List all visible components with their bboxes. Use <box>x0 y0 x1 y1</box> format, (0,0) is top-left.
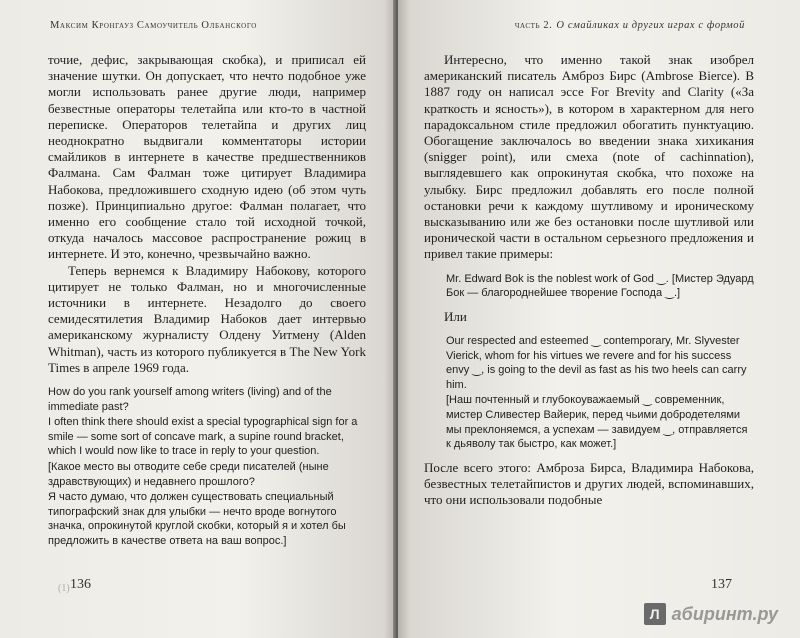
page-number-left: 136 <box>70 577 91 592</box>
running-head-left: Максим Кронгауз Самоучитель Олбанского <box>50 20 257 31</box>
quote-line: Our respected and esteemed ‿ contemporary, Mr. Slyvester Vierick, whom for his virtues we revere and for his success envy ‿, is going to the devil as fast as his two heels can carry him. <box>446 335 747 391</box>
faint-mark: (1) <box>58 583 70 594</box>
right-page <box>398 0 800 638</box>
connector-word: Или <box>444 308 467 324</box>
running-head-right <box>515 20 745 31</box>
left-page <box>0 0 396 638</box>
quote-line: Mr. Edward Bok is the noblest work of God ‿. [Мистер Эдуард Бок — благороднейшее творение Господа ‿.] <box>446 272 754 300</box>
labirint-watermark <box>644 603 778 625</box>
nabokov-quote <box>48 385 366 549</box>
body-paragraph: Теперь вернемся к Владимиру Набокову, которого цитирует не только Фалман, но и многочисленные источники в интернете. Незадолго до своего семидесятилетия Владимир Набоков дает интервью американскому журналисту Олдену Уитмену (Alden Whitman), часть из которого публикуется в The New York Times в апреле 1969 года. <box>48 262 366 375</box>
quote-line: [Какое место вы отводите себе среди писателей (ныне здравствующих) и недавнего прошлого? <box>48 461 329 488</box>
body-paragraph: После всего этого: Амброза Бирса, Владимира Набокова, безвестных телетайпистов и других людей, вспоминавших, что они использовали подобные <box>424 459 754 508</box>
running-head-part: часть 2. <box>514 20 553 31</box>
bierce-quote-1 <box>446 272 754 301</box>
quote-line: [Наш почтенный и глубокоуважаемый ‿ современник, мистер Сливестер Вайерик, перед чьими добродетелями мы преклоняемся, а успехам — завидуем ‿, отправляется к дьяволу так быстро, как может.] <box>446 394 748 451</box>
running-head-title: О смайликах и других играх с формой <box>556 20 745 31</box>
body-paragraph: точие, дефис, закрывающая скобка), и приписал ей значение шутки. Он допускает, что нечто подобное уже могли использовать ранее другие люди, например безвестные операторы телетайпа или кто-то в частной переписке. Операторов телетайпа и других лиц неоднократно выдвигали комментаторы истории смайликов в интернете в качестве предшественников Фалмана. Сам Фалман тоже цитирует Владимира Набокова, предложившего сходную идею (об этом чуть позже). Принципиально другое: Фалман полагает, что именно его сообщение стало той исходной точкой, откуда началось массовое распространение рожиц в интернете. И это, конечно, чрезвычайно важно. <box>48 52 366 262</box>
labirint-logo-icon: Л <box>644 603 666 625</box>
page-number-right: 137 <box>711 577 732 592</box>
right-page-body <box>424 52 754 508</box>
quote-line: I often think there should exist a special typographical sign for a smile — some sort of concave mark, a supine round bracket, which I would now like to trace in reply to your question. <box>48 416 358 458</box>
left-page-body <box>48 52 366 557</box>
body-paragraph: Интересно, что именно такой знак изобрел американский писатель Амброз Бирс (Ambrose Bierce). В 1887 году он написал эссе For Brevity and Clarity («За краткость и ясность»), в котором в характерном для него парадоксальном стиле предложил обогатить пунктуацию. Обогащение заключалось во введении знака хихикания (snigger point), или смеха (note of cachinnation), выглядевшего как опрокинутая скобка, что похоже на улыбку. Бирс предложил добавлять его после полной остановки речи к каждому шутливому и ироническому высказыванию или же без остановки после шутливой или иронической части в остальном серьезного предложения и привел такие примеры: <box>424 52 754 262</box>
quote-line: Я часто думаю, что должен существовать специальный типографский знак для улыбки — нечто вроде вогнутого значка, опрокинутой круглой скобки, который я и хотел бы предложить в качестве ответа на ваш вопрос.] <box>48 491 346 547</box>
watermark-text: абиринт.ру <box>671 603 778 624</box>
quote-line: How do you rank yourself among writers (living) and of the immediate past? <box>48 386 332 413</box>
bierce-quote-2 <box>446 334 754 452</box>
